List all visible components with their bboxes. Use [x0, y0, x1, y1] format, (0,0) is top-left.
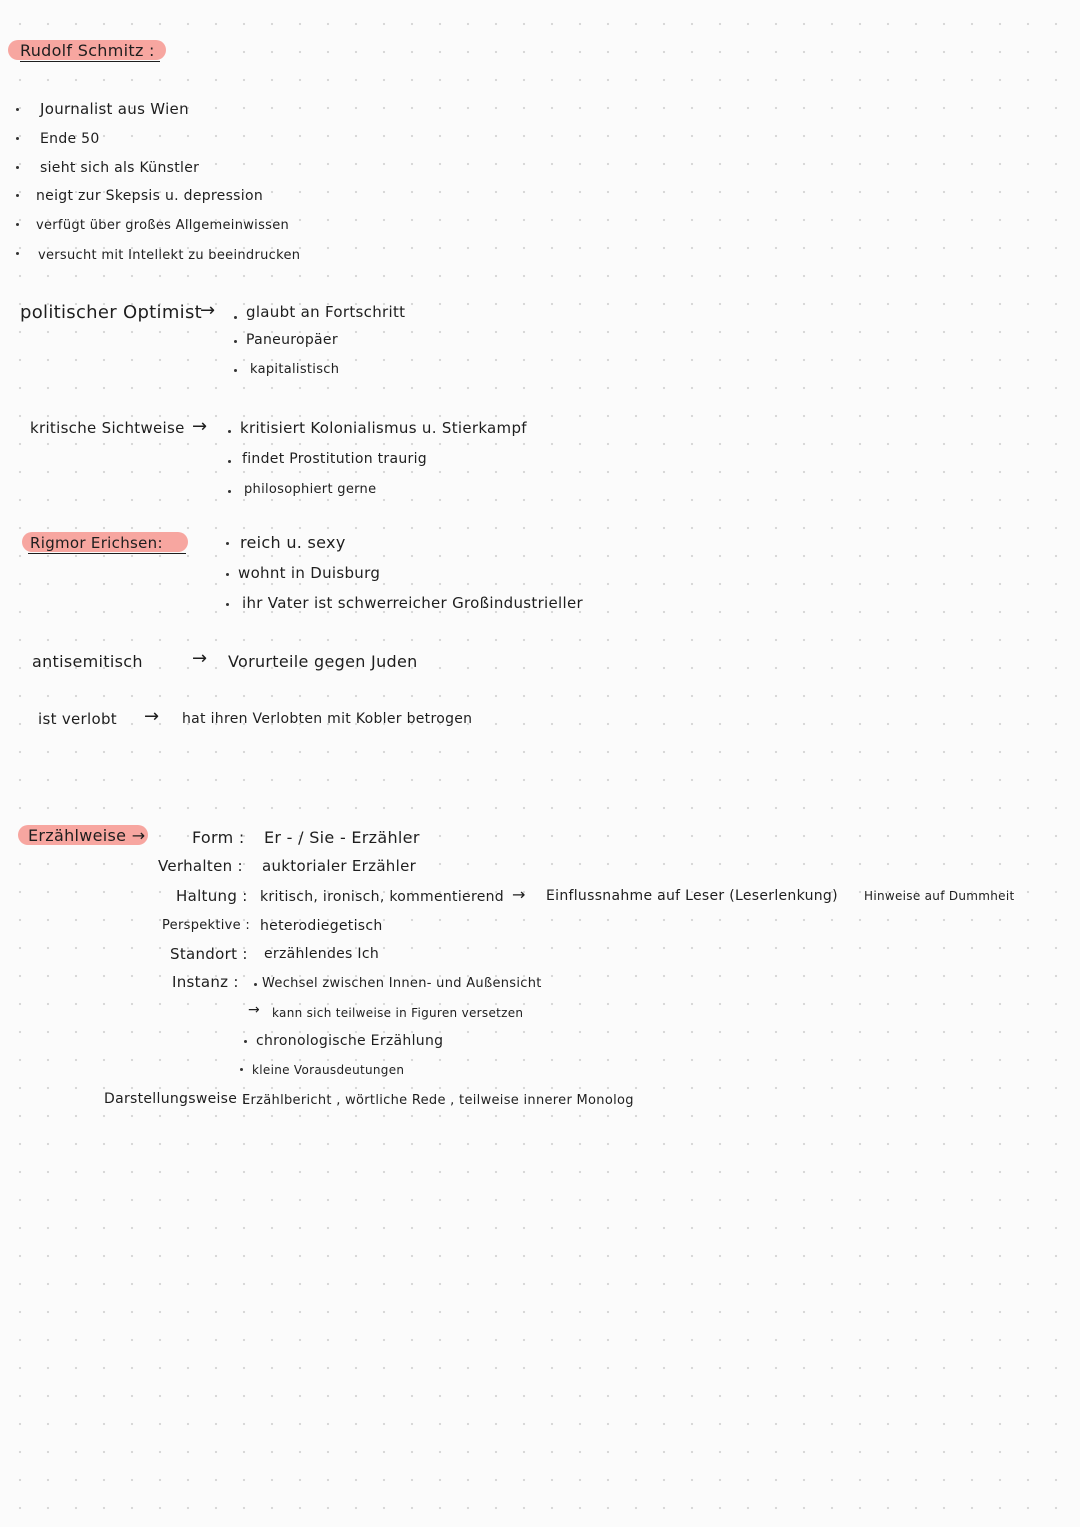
narration-row-label: Haltung :: [176, 887, 248, 905]
arrow-icon: →: [144, 706, 160, 727]
bullet-dot: [254, 983, 257, 986]
rudolf-trait: Journalist aus Wien: [40, 100, 189, 118]
rigmor-item: reich u. sexy: [240, 533, 346, 552]
arrow-icon: →: [192, 648, 208, 669]
narration-row-label: Instanz :: [172, 973, 239, 991]
optimist-item: kapitalistisch: [250, 362, 340, 377]
arrow-icon: →: [248, 1002, 261, 1018]
heading-underline: [20, 61, 160, 62]
narration-sub-item: kleine Vorausdeutungen: [252, 1063, 405, 1077]
bullet-dot: [16, 252, 19, 255]
rigmor-heading: Rigmor Erichsen:: [30, 534, 163, 552]
arrow-icon: →: [512, 885, 526, 904]
narration-row-value: erzählendes Ich: [264, 946, 379, 962]
narration-sub-item: chronologische Erzählung: [256, 1033, 444, 1049]
narration-row-value: auktorialer Erzähler: [262, 857, 417, 875]
arrow-icon: →: [192, 416, 208, 437]
bullet-dot: [226, 603, 229, 606]
narration-row-label: Verhalten :: [158, 857, 243, 875]
narration-haltung-extra2: Hinweise auf Dummheit: [864, 889, 1015, 903]
antisemitic-label: antisemitisch: [32, 652, 143, 671]
critical-item: findet Prostitution traurig: [242, 451, 427, 467]
narration-row-label: Standort :: [170, 945, 248, 963]
narration-row-value: Wechsel zwischen Innen- und Außensicht: [262, 976, 542, 991]
bullet-dot: [16, 137, 19, 140]
critical-item: philosophiert gerne: [244, 482, 377, 497]
bullet-dot: [16, 108, 19, 111]
engaged-text: hat ihren Verlobten mit Kobler betrogen: [182, 711, 473, 727]
bullet-dot: [234, 340, 237, 343]
rudolf-trait: versucht mit Intellekt zu beeindrucken: [38, 248, 301, 263]
rigmor-item: ihr Vater ist schwerreicher Großindustrieller: [242, 594, 583, 612]
bullet-dot: [228, 430, 231, 433]
rudolf-trait: neigt zur Skepsis u. depression: [36, 188, 263, 204]
bullet-dot: [228, 490, 231, 493]
critical-item: kritisiert Kolonialismus u. Stierkampf: [240, 419, 527, 437]
bullet-dot: [234, 316, 237, 319]
presentation-value: Erzählbericht , wörtliche Rede , teilweise innerer Monolog: [242, 1093, 634, 1108]
narration-row-label: Perspektive :: [162, 918, 251, 933]
bullet-dot: [234, 369, 237, 372]
bullet-dot: [240, 1068, 243, 1071]
bullet-dot: [228, 460, 231, 463]
bullet-dot: [16, 166, 19, 169]
narration-sub-text: kann sich teilweise in Figuren versetzen: [272, 1006, 524, 1020]
narration-row-value: kritisch, ironisch, kommentierend: [260, 889, 504, 905]
bullet-dot: [226, 573, 229, 576]
narration-row-value: heterodiegetisch: [260, 918, 383, 934]
critical-label: kritische Sichtweise: [30, 419, 185, 437]
narration-haltung-extra: Einflussnahme auf Leser (Leserlenkung): [546, 888, 838, 904]
bullet-dot: [226, 542, 229, 545]
optimist-item: Paneuropäer: [246, 332, 338, 348]
optimist-item: glaubt an Fortschritt: [246, 303, 406, 321]
narration-heading: Erzählweise →: [28, 826, 146, 845]
rudolf-heading: Rudolf Schmitz :: [20, 41, 155, 60]
optimist-label: politischer Optimist: [20, 302, 203, 323]
engaged-label: ist verlobt: [38, 710, 117, 728]
rudolf-trait: sieht sich als Künstler: [40, 160, 200, 176]
antisemitic-text: Vorurteile gegen Juden: [228, 652, 418, 671]
narration-row-label: Form :: [192, 828, 245, 847]
rudolf-trait: Ende 50: [40, 131, 100, 147]
narration-row-value: Er - / Sie - Erzähler: [264, 828, 420, 847]
bullet-dot: [16, 194, 19, 197]
rigmor-item: wohnt in Duisburg: [238, 564, 381, 582]
arrow-icon: →: [200, 300, 216, 321]
presentation-label: Darstellungsweise :: [104, 1091, 247, 1107]
bullet-dot: [16, 223, 19, 226]
bullet-dot: [244, 1040, 247, 1043]
rudolf-trait: verfügt über großes Allgemeinwissen: [36, 218, 290, 233]
heading-underline: [28, 553, 186, 554]
